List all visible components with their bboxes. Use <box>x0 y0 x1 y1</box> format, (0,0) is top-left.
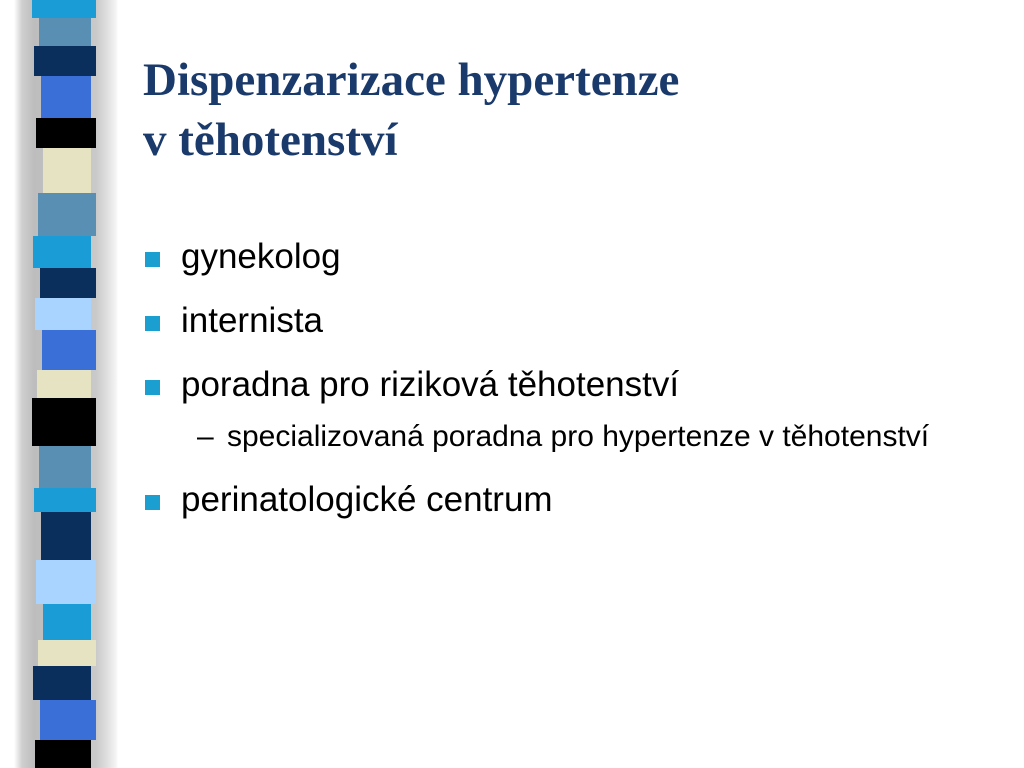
stripe-block <box>39 18 91 46</box>
bullet-item <box>143 296 1003 346</box>
square-bullet-icon <box>145 380 160 395</box>
decorative-stripe <box>0 0 118 768</box>
stripe-block <box>42 330 96 370</box>
stripe-block <box>35 740 91 768</box>
slide-title <box>143 50 1003 170</box>
stripe-block <box>40 268 96 298</box>
square-bullet-icon <box>145 316 160 331</box>
stripe-block <box>36 118 96 148</box>
bullet-text: perinatologické centrum <box>181 480 553 519</box>
title-line-1: Dispenzarizace hypertenze <box>143 54 680 106</box>
stripe-block <box>35 298 91 330</box>
stripe-block <box>33 666 91 700</box>
stripe-block <box>38 640 96 666</box>
square-bullet-icon <box>145 495 160 510</box>
stripe-block <box>34 46 96 76</box>
bullet-item <box>143 360 1003 410</box>
stripe-block <box>38 193 96 236</box>
bullet-item <box>143 475 1003 525</box>
square-bullet-icon <box>145 252 160 267</box>
stripe-block <box>32 0 96 18</box>
stripe-block <box>39 446 91 488</box>
sub-bullet-text: specializovaná poradna pro hypertenze v těhotenství <box>227 420 930 453</box>
stripe-block <box>32 398 96 446</box>
dash-bullet: – <box>197 420 214 453</box>
bullet-text: poradna pro riziková těhotenství <box>181 365 680 404</box>
stripe-block <box>41 512 91 560</box>
bullet-text: internista <box>181 301 324 340</box>
stripe-block <box>40 700 96 740</box>
title-line-2: v těhotenství <box>143 114 398 166</box>
bullet-text: gynekolog <box>181 237 341 276</box>
sub-bullet-item <box>143 416 1003 457</box>
stripe-block <box>37 370 91 398</box>
stripe-block <box>36 560 96 604</box>
bullet-item <box>143 232 1003 282</box>
stripe-block <box>43 604 91 640</box>
stripe-block <box>34 488 96 512</box>
stripe-block <box>33 236 91 268</box>
stripe-block <box>43 148 91 193</box>
stripe-block <box>41 76 91 118</box>
bullet-list <box>143 232 1003 539</box>
